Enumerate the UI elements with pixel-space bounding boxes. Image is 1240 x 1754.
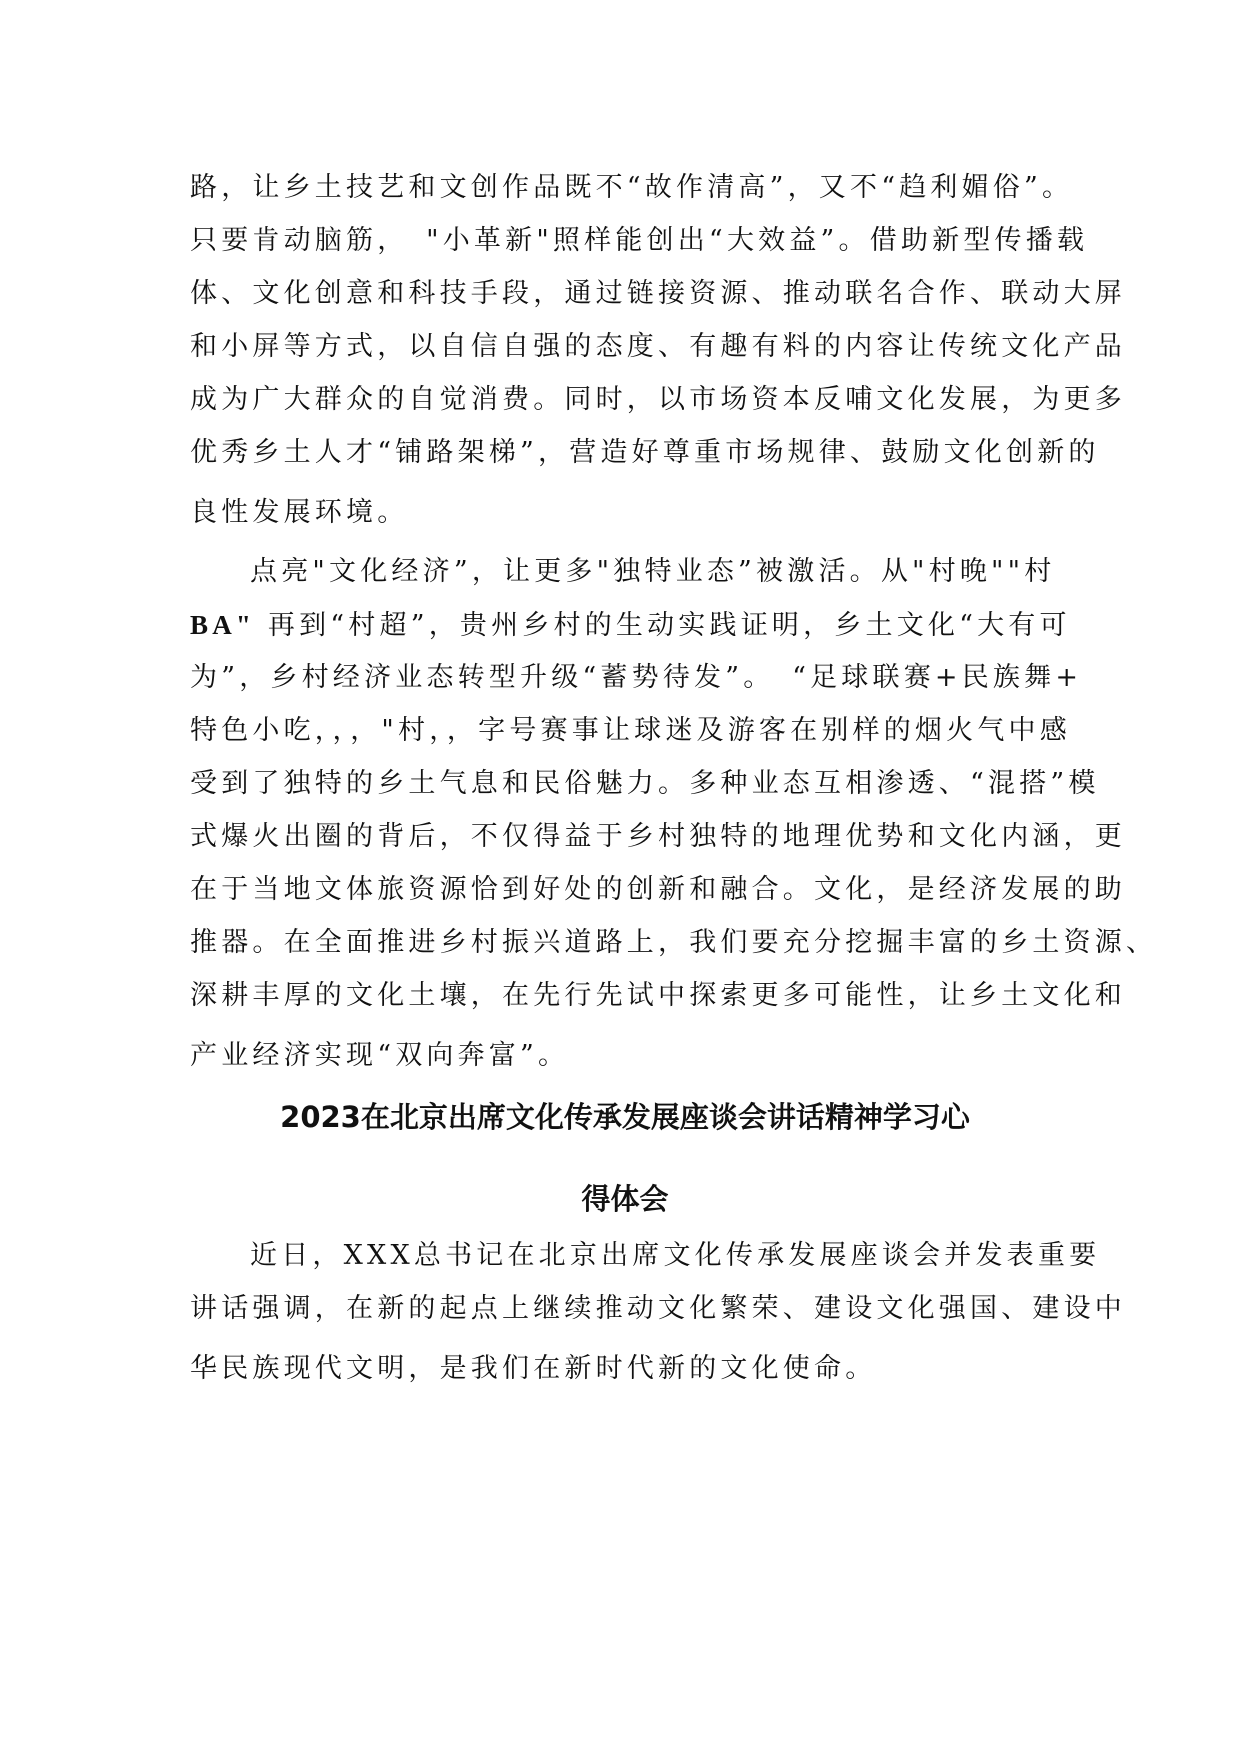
paragraph-line: 点亮"文化经济”，让更多"独特业态”被激活。从"村晚""村 (250, 556, 1056, 587)
paragraph-line: 讲话强调，在新的起点上继续推动文化繁荣、建设文化强国、建设中 (190, 1293, 1126, 1324)
paragraph-line: 路，让乡土技艺和文创作品既不“故作清高”，又不“趋利媚俗”。 (190, 172, 1074, 203)
paragraph-line: 受到了独特的乡土气息和民俗魅力。多种业态互相渗透、“混搭”模 (190, 768, 1100, 799)
paragraph-line: 推器。在全面推进乡村振兴道路上，我们要充分挖掘丰富的乡土资源、 (190, 927, 1158, 958)
paragraph-line: 优秀乡土人才“铺路架梯”，营造好尊重市场规律、鼓励文化创新的 (190, 437, 1100, 468)
paragraph-line: 深耕丰厚的文化土壤，在先行先试中探索更多可能性，让乡土文化和 (190, 980, 1126, 1011)
bold-text: BA" (190, 610, 256, 640)
paragraph-line: 近日，XXX总书记在北京出席文化传承发展座谈会并发表重要 (250, 1240, 1101, 1271)
section-heading: 2023在北京出席文化传承发展座谈会讲话精神学习心 (280, 1100, 970, 1134)
paragraph-line: 为”，乡村经济业态转型升级“蓄势待发”。 “足球联赛+民族舞+ (190, 662, 1083, 693)
paragraph-text: 再到“村超”，贵州乡村的生动实践证明，乡土文化“大有可 (255, 610, 1071, 641)
paragraph-line: 产业经济实现“双向奔富”。 (190, 1040, 570, 1071)
paragraph-line: 式爆火出圈的背后，不仅得益于乡村独特的地理优势和文化内涵，更 (190, 821, 1126, 852)
paragraph-line: 在于当地文体旅资源恰到好处的创新和融合。文化，是经济发展的助 (190, 874, 1126, 905)
paragraph-line: 和小屏等方式，以自信自强的态度、有趣有料的内容让传统文化产品 (190, 331, 1126, 362)
paragraph-line: 良性发展环境。 (190, 497, 409, 528)
paragraph-line: 特色小吃，，，"村，，字号赛事让球迷及游客在别样的烟火气中感 (190, 715, 1071, 746)
paragraph-line (190, 605, 1071, 645)
section-heading: 得体会 (581, 1182, 669, 1216)
paragraph-line: 成为广大群众的自觉消费。同时，以市场资本反哺文化发展，为更多 (190, 384, 1126, 415)
paragraph-line: 体、文化创意和科技手段，通过链接资源、推动联名合作、联动大屏 (190, 278, 1126, 309)
paragraph-line: 只要肯动脑筋， "小革新"照样能创出“大效益”。借助新型传播载 (190, 225, 1089, 256)
paragraph-line: 华民族现代文明，是我们在新时代新的文化使命。 (190, 1353, 877, 1384)
